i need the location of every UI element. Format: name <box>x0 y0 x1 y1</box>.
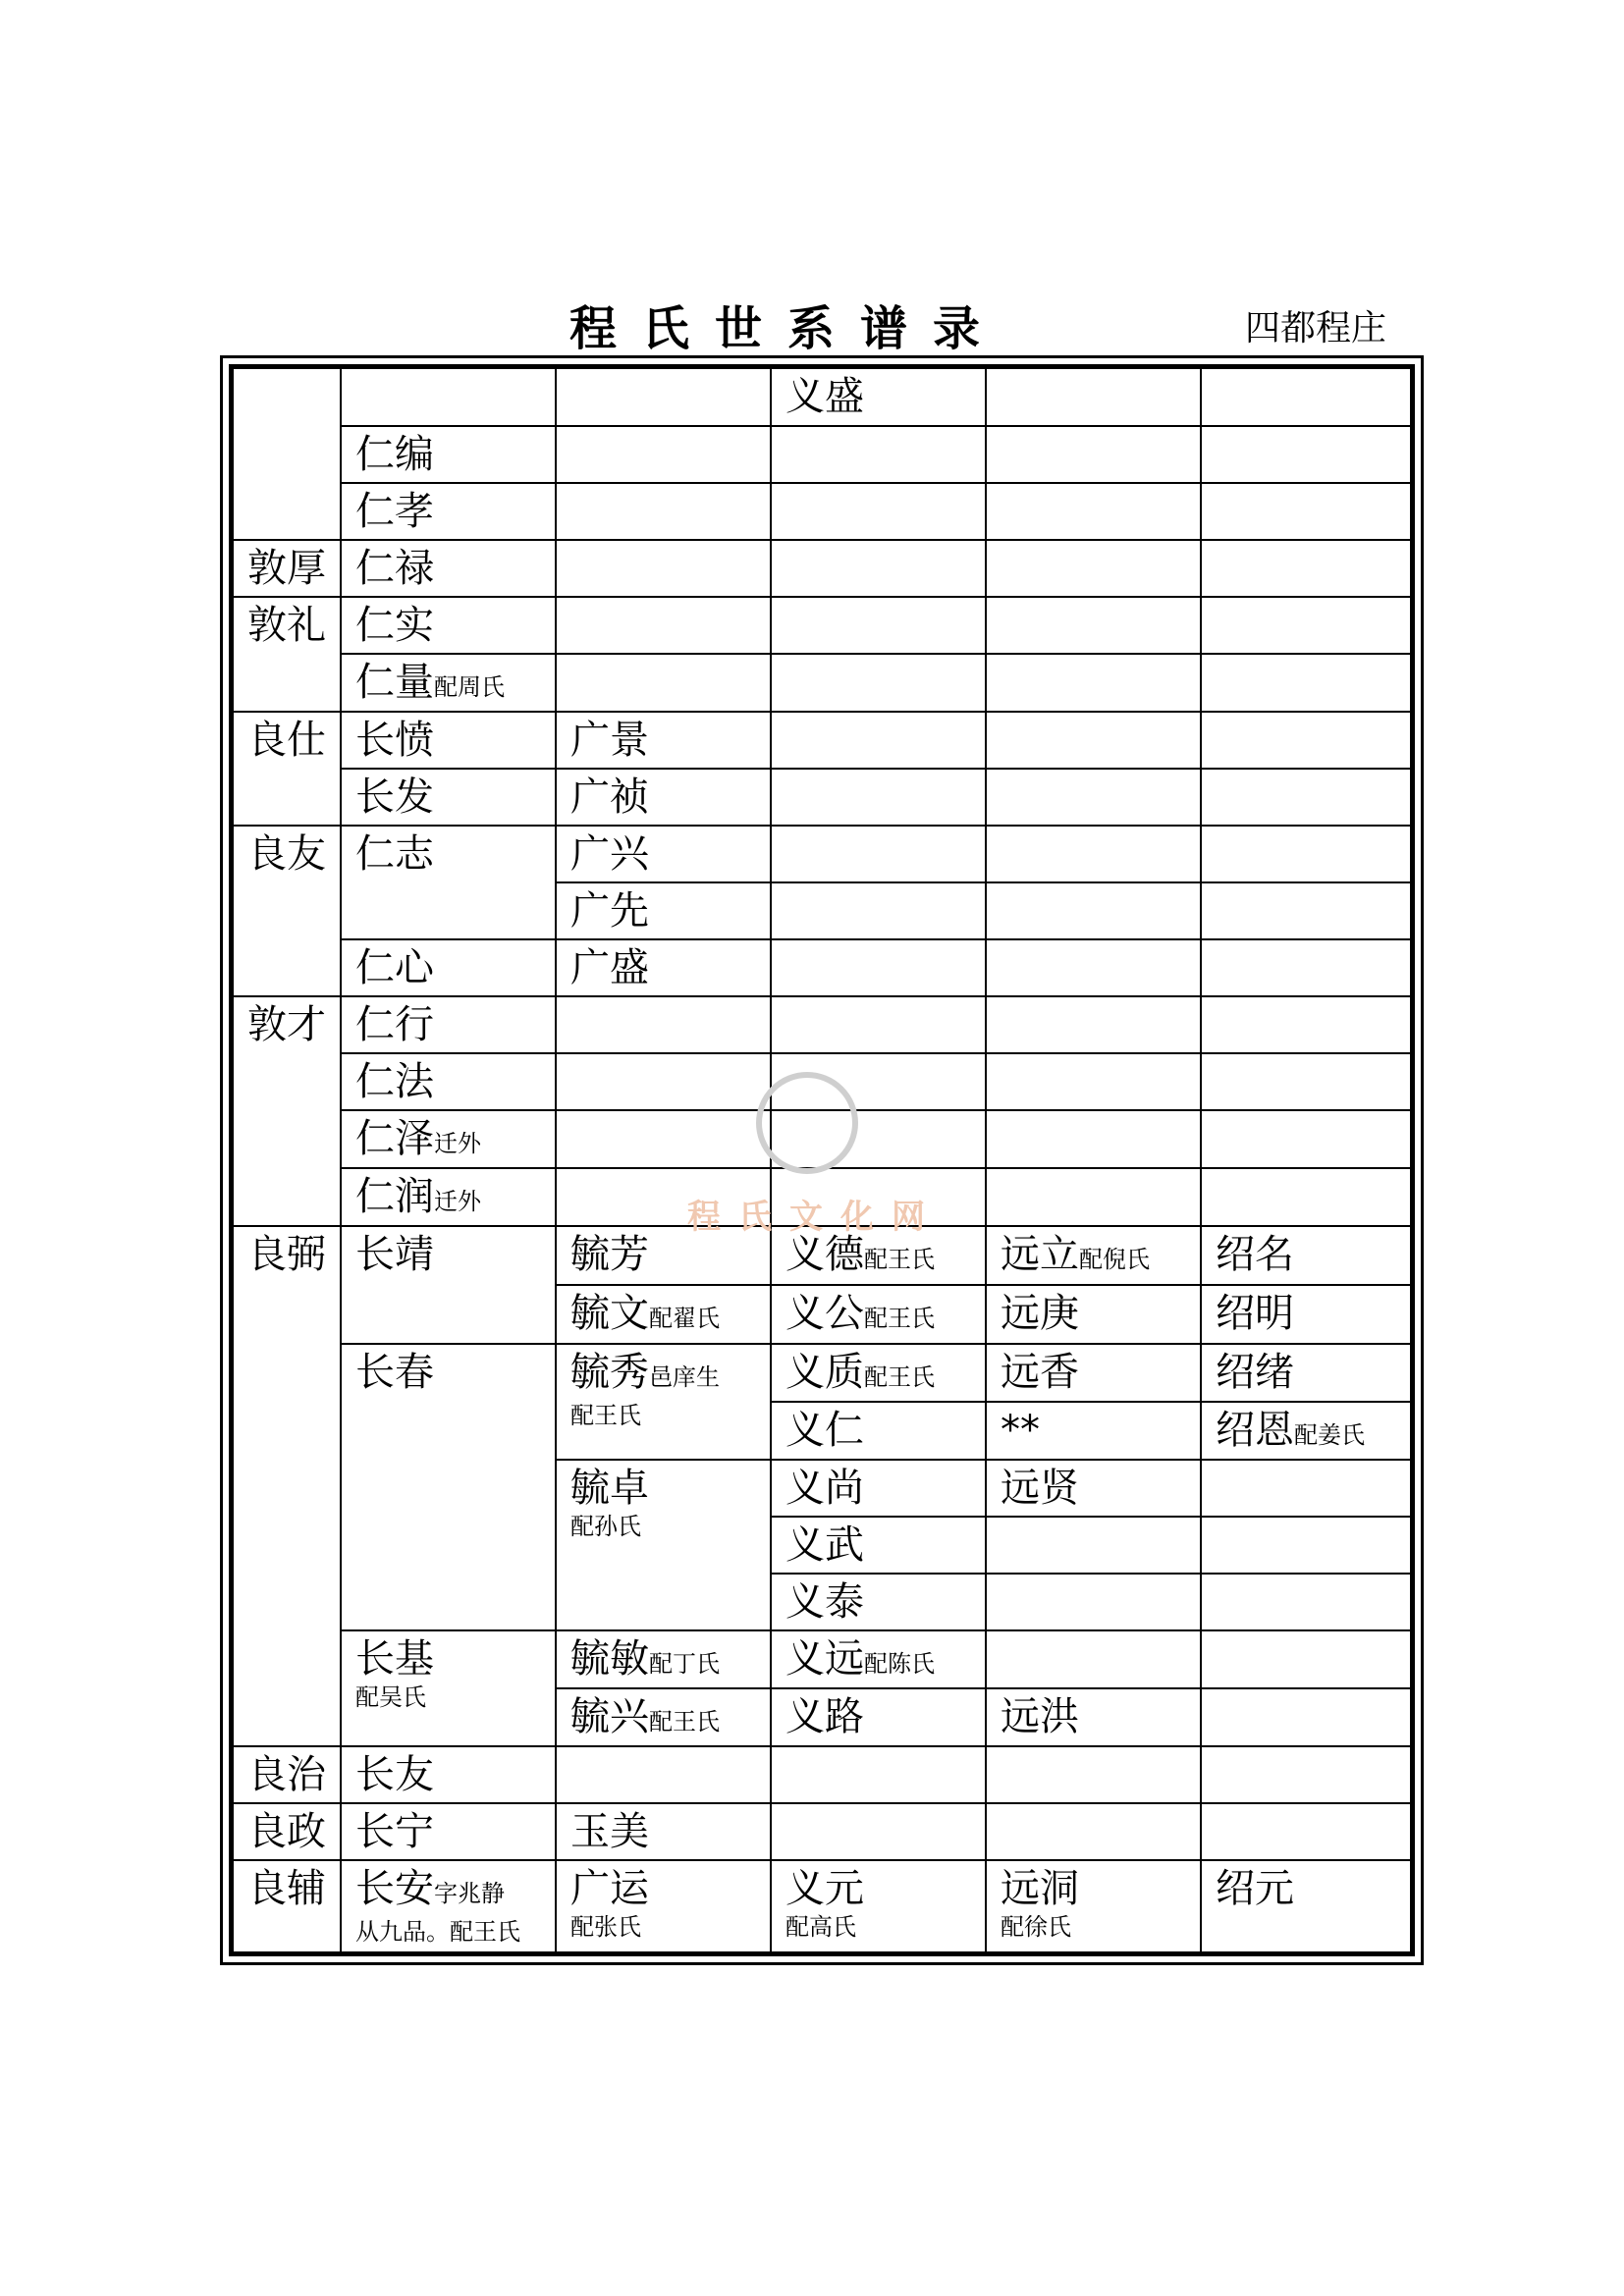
table-cell <box>771 1344 986 1402</box>
table-cell <box>341 712 556 769</box>
table-cell <box>1201 1110 1410 1168</box>
table-cell <box>771 1746 986 1803</box>
member-note: 配翟氏 <box>649 1305 720 1332</box>
table-cell <box>986 826 1201 882</box>
table-cell <box>556 597 771 654</box>
table-cell <box>1201 826 1410 882</box>
member-name: 义质 <box>785 1350 864 1395</box>
member-name: 良仕 <box>247 718 326 763</box>
member-name: 仁心 <box>355 945 434 990</box>
member-name: 仁量 <box>355 660 434 705</box>
table-row <box>234 483 1410 540</box>
table-row <box>234 996 1410 1053</box>
table-cell <box>771 654 986 712</box>
table-cell <box>341 826 556 939</box>
table-cell <box>986 597 1201 654</box>
table-row <box>234 712 1410 769</box>
table-cell <box>986 939 1201 996</box>
table-cell <box>556 826 771 882</box>
table-cell <box>771 826 986 882</box>
member-name: 绍绪 <box>1216 1350 1294 1395</box>
table-cell <box>1201 1630 1410 1688</box>
table-cell <box>341 597 556 654</box>
table-cell <box>234 1803 341 1860</box>
member-name: 敦厚 <box>247 546 326 591</box>
member-name: 远洞 <box>1001 1866 1079 1911</box>
member-name: 毓秀 <box>570 1350 649 1395</box>
table-cell <box>556 1688 771 1746</box>
table-cell <box>986 712 1201 769</box>
table-cell <box>341 483 556 540</box>
table-cell <box>986 1746 1201 1803</box>
table-cell <box>1201 1344 1410 1402</box>
member-name: 仁行 <box>355 1002 434 1047</box>
table-cell <box>556 1630 771 1688</box>
table-cell <box>234 1860 341 1954</box>
table-cell <box>986 1860 1201 1954</box>
table-cell <box>771 1860 986 1954</box>
member-name: 义仁 <box>785 1408 864 1453</box>
table-row <box>234 939 1410 996</box>
member-name: 长基 <box>355 1636 434 1682</box>
table-row <box>234 1746 1410 1803</box>
table-cell <box>771 597 986 654</box>
table-cell <box>1201 597 1410 654</box>
member-name: 仁志 <box>355 831 434 877</box>
table-cell <box>556 654 771 712</box>
table-cell <box>234 996 341 1226</box>
table-cell <box>986 1517 1201 1574</box>
member-note: 配陈氏 <box>864 1650 935 1678</box>
table-cell <box>986 1285 1201 1344</box>
table-cell <box>986 1053 1201 1110</box>
member-name: 绍元 <box>1216 1866 1294 1911</box>
member-name: 仁法 <box>355 1059 434 1104</box>
table-cell <box>986 1460 1201 1517</box>
table-cell <box>556 1053 771 1110</box>
table-cell <box>771 369 986 426</box>
member-name: 良友 <box>247 831 326 877</box>
member-name: 远香 <box>1001 1350 1079 1395</box>
member-name: 仁禄 <box>355 546 434 591</box>
table-cell <box>234 540 341 597</box>
table-cell <box>341 1746 556 1803</box>
member-note: 迁外 <box>434 1188 481 1215</box>
member-name: 义路 <box>785 1694 864 1739</box>
table-cell <box>986 882 1201 939</box>
table-cell <box>556 1460 771 1630</box>
member-spouse-note: 配孙氏 <box>570 1513 641 1540</box>
table-cell <box>341 1344 556 1630</box>
table-row <box>234 597 1410 654</box>
table-cell <box>771 1402 986 1460</box>
table-cell <box>341 939 556 996</box>
member-spouse-note: 配高氏 <box>785 1913 856 1941</box>
table-cell <box>986 1110 1201 1168</box>
table-row <box>234 1803 1410 1860</box>
member-name: 长宁 <box>355 1809 434 1854</box>
table-cell <box>1201 939 1410 996</box>
table-cell <box>986 654 1201 712</box>
member-name: 良治 <box>247 1752 326 1797</box>
table-cell <box>556 996 771 1053</box>
member-note: 迁外 <box>434 1130 481 1157</box>
table-cell <box>771 882 986 939</box>
member-note: 配王氏 <box>864 1363 935 1391</box>
member-name: 毓文 <box>570 1291 649 1336</box>
table-cell <box>986 996 1201 1053</box>
table-cell <box>556 1803 771 1860</box>
member-name: 广盛 <box>570 945 649 990</box>
member-name: 远贤 <box>1001 1466 1079 1511</box>
member-name: 义泰 <box>785 1579 864 1625</box>
member-note: 配周氏 <box>434 673 505 701</box>
member-name: 广先 <box>570 888 649 934</box>
member-name: 远洪 <box>1001 1694 1079 1739</box>
member-name: 义武 <box>785 1522 864 1568</box>
member-name: 义远 <box>785 1636 864 1682</box>
table-cell <box>1201 1402 1410 1460</box>
member-name: 广运 <box>570 1866 649 1911</box>
member-name: 仁泽 <box>355 1116 434 1161</box>
table-cell <box>986 1688 1201 1746</box>
table-cell <box>341 1110 556 1168</box>
member-name: 义公 <box>785 1291 864 1336</box>
table-cell <box>1201 712 1410 769</box>
table-cell <box>341 540 556 597</box>
member-spouse-note: 从九品。配王氏 <box>355 1918 520 1946</box>
member-name: 毓芳 <box>570 1232 649 1277</box>
member-name: 远庚 <box>1001 1291 1079 1336</box>
table-cell <box>771 1803 986 1860</box>
table-cell <box>1201 1460 1410 1517</box>
member-name: 毓敏 <box>570 1636 649 1682</box>
table-cell <box>986 1168 1201 1226</box>
member-name: 良政 <box>247 1809 326 1854</box>
member-name: 义元 <box>785 1866 864 1911</box>
table-cell <box>986 769 1201 826</box>
table-cell <box>1201 1226 1410 1285</box>
table-cell <box>986 1574 1201 1630</box>
member-name: 长靖 <box>355 1232 434 1277</box>
member-name: 长愤 <box>355 718 434 763</box>
table-cell <box>341 1053 556 1110</box>
table-cell <box>341 996 556 1053</box>
member-name: 义盛 <box>785 374 864 419</box>
member-name: 良弼 <box>247 1232 326 1277</box>
table-cell <box>986 1344 1201 1402</box>
table-cell <box>234 826 341 996</box>
table-cell <box>1201 1168 1410 1226</box>
table-cell <box>771 996 986 1053</box>
table-cell <box>1201 1574 1410 1630</box>
table-cell <box>1201 540 1410 597</box>
table-row <box>234 826 1410 882</box>
member-note: 配王氏 <box>649 1708 720 1735</box>
member-name: 广景 <box>570 718 649 763</box>
member-name: 仁润 <box>355 1174 434 1219</box>
table-cell <box>771 540 986 597</box>
table-cell <box>234 1746 341 1803</box>
table-cell <box>556 1344 771 1460</box>
table-cell <box>986 426 1201 483</box>
member-note: 配姜氏 <box>1294 1421 1365 1449</box>
member-spouse-note: 配徐氏 <box>1001 1913 1071 1941</box>
table-cell <box>341 1630 556 1746</box>
page-title: 程氏世系谱录 <box>569 301 1006 356</box>
table-row <box>234 426 1410 483</box>
member-name: ** <box>1001 1408 1040 1453</box>
member-name: 绍明 <box>1216 1291 1294 1336</box>
table-cell <box>1201 1053 1410 1110</box>
table-cell <box>771 1285 986 1344</box>
member-name: 广祯 <box>570 774 649 820</box>
table-cell <box>986 1226 1201 1285</box>
table-row <box>234 654 1410 712</box>
table-cell <box>556 426 771 483</box>
table-cell <box>341 1168 556 1226</box>
member-spouse-note: 配王氏 <box>570 1402 641 1429</box>
member-spouse-note: 配吴氏 <box>355 1683 426 1711</box>
table-cell <box>771 1688 986 1746</box>
member-name: 敦才 <box>247 1002 326 1047</box>
table-cell <box>771 1460 986 1517</box>
member-name: 长发 <box>355 774 434 820</box>
table-row <box>234 369 1410 426</box>
table-cell <box>771 769 986 826</box>
table-cell <box>986 1402 1201 1460</box>
table-cell <box>556 1110 771 1168</box>
table-cell <box>1201 1860 1410 1954</box>
watermark-text: 程氏文化网 <box>687 1198 943 1237</box>
table-cell <box>1201 654 1410 712</box>
table-row <box>234 1344 1410 1402</box>
member-name: 远立 <box>1001 1232 1079 1277</box>
member-name: 义德 <box>785 1232 864 1277</box>
table-cell <box>1201 1285 1410 1344</box>
table-cell <box>771 426 986 483</box>
table-cell <box>341 1226 556 1344</box>
table-cell <box>1201 369 1410 426</box>
table-cell <box>771 1574 986 1630</box>
member-spouse-note: 配张氏 <box>570 1913 641 1941</box>
table-cell <box>1201 1746 1410 1803</box>
member-name: 义尚 <box>785 1466 864 1511</box>
member-name: 绍名 <box>1216 1232 1294 1277</box>
table-cell <box>1201 1688 1410 1746</box>
member-note: 配王氏 <box>864 1305 935 1332</box>
table-cell <box>234 369 341 540</box>
table-cell <box>1201 996 1410 1053</box>
member-note: 配王氏 <box>864 1246 935 1273</box>
member-name: 毓兴 <box>570 1694 649 1739</box>
table-cell <box>1201 1803 1410 1860</box>
table-cell <box>556 882 771 939</box>
table-cell <box>771 1517 986 1574</box>
member-name: 玉美 <box>570 1809 649 1854</box>
table-cell <box>1201 426 1410 483</box>
table-cell <box>771 939 986 996</box>
table-cell <box>341 654 556 712</box>
member-name: 长安 <box>355 1866 434 1911</box>
table-row <box>234 540 1410 597</box>
table-cell <box>341 769 556 826</box>
table-cell <box>986 369 1201 426</box>
table-row <box>234 1630 1410 1688</box>
table-cell <box>341 369 556 426</box>
table-cell <box>1201 483 1410 540</box>
table-cell <box>986 483 1201 540</box>
location-label: 四都程庄 <box>1245 308 1387 348</box>
table-cell <box>234 712 341 826</box>
member-name: 长友 <box>355 1752 434 1797</box>
table-cell <box>234 597 341 712</box>
member-name: 毓卓 <box>570 1466 649 1511</box>
table-cell <box>341 426 556 483</box>
table-cell <box>986 1803 1201 1860</box>
member-name: 绍恩 <box>1216 1408 1294 1453</box>
table-cell <box>556 939 771 996</box>
member-name: 仁编 <box>355 432 434 477</box>
member-name: 仁实 <box>355 603 434 648</box>
table-cell <box>341 1803 556 1860</box>
table-row <box>234 769 1410 826</box>
member-name: 良辅 <box>247 1866 326 1911</box>
table-cell <box>771 712 986 769</box>
member-name: 长春 <box>355 1350 434 1395</box>
table-cell <box>986 1630 1201 1688</box>
member-name: 广兴 <box>570 831 649 877</box>
table-row <box>234 1860 1410 1954</box>
table-cell <box>556 1860 771 1954</box>
table-cell <box>771 1630 986 1688</box>
member-name: 敦礼 <box>247 603 326 648</box>
member-note: 配倪氏 <box>1079 1246 1150 1273</box>
table-cell <box>556 769 771 826</box>
table-cell <box>1201 769 1410 826</box>
table-cell <box>986 540 1201 597</box>
table-cell <box>556 1285 771 1344</box>
table-cell <box>556 483 771 540</box>
watermark-seal-icon <box>756 1072 858 1174</box>
table-cell <box>556 1746 771 1803</box>
member-note: 邑庠生 <box>649 1363 720 1391</box>
table-cell <box>341 1860 556 1954</box>
table-cell <box>1201 882 1410 939</box>
member-note: 配丁氏 <box>649 1650 720 1678</box>
table-cell <box>234 1226 341 1746</box>
table-cell <box>556 540 771 597</box>
table-cell <box>771 483 986 540</box>
table-cell <box>1201 1517 1410 1574</box>
member-note: 字兆静 <box>434 1880 505 1907</box>
member-name: 仁孝 <box>355 489 434 534</box>
table-cell <box>556 369 771 426</box>
table-cell <box>556 712 771 769</box>
